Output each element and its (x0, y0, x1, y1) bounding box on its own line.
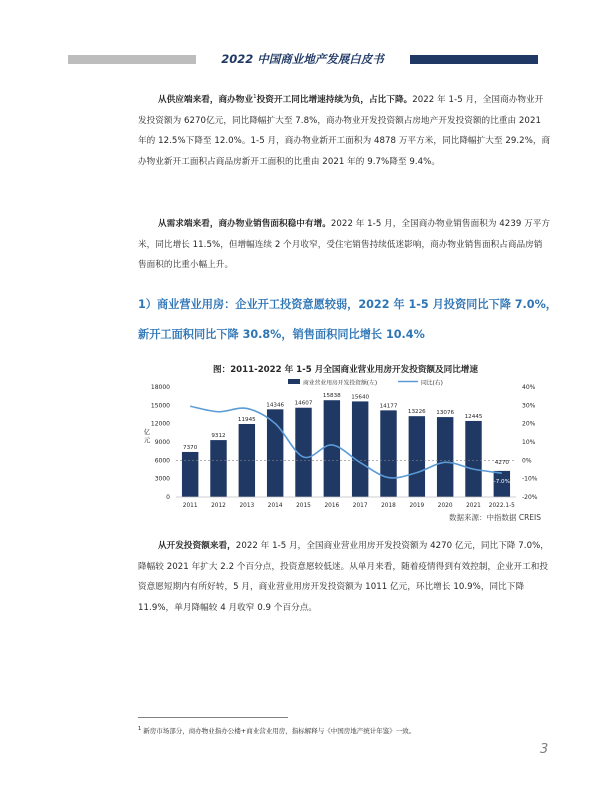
bar-value-label: 14346 (266, 402, 285, 409)
bar-value-label: 13226 (407, 409, 426, 416)
left-axis-tick: 12000 (150, 420, 170, 428)
bar (324, 400, 340, 497)
left-axis-tick: 0 (166, 494, 170, 501)
x-axis-tick: 2021 (466, 503, 481, 509)
paragraph-demand-lead: 从需求端来看，商办物业销售面积稳中有增。 (158, 219, 331, 229)
yoy-line (190, 406, 502, 478)
investment-chart (138, 377, 553, 513)
bar (437, 417, 453, 497)
paragraph-investment (138, 536, 551, 618)
bar (465, 421, 481, 497)
x-axis-tick: 2013 (239, 503, 255, 509)
paragraph-demand-body: 2022 年 1-5 月，全国商办物业销售面积为 4239 万平方米，同比增长 11.5%，但增幅连续 2 个月收窄，受住宅销售持续低迷影响，商办物业销售面积占商品房销售面积的比重小幅上升。 (138, 219, 551, 271)
bar-value-label: 11945 (237, 417, 256, 424)
left-axis-tick: 6000 (154, 457, 170, 465)
bar-value-label: 12445 (464, 413, 483, 420)
left-axis-tick: 3000 (154, 475, 170, 483)
chart-title: 图：2011-2022 年 1-5 月全国商业营业用房开发投资额及同比增速 (213, 365, 478, 375)
bar (210, 440, 226, 497)
left-axis-tick: 15000 (150, 402, 170, 410)
left-axis-label: 元 (143, 436, 151, 444)
right-axis-tick: 20% (522, 420, 536, 428)
header-bar-left (68, 55, 196, 64)
bar-value-label: 14177 (379, 403, 398, 410)
bar (380, 410, 396, 497)
page-number: 3 (540, 742, 549, 757)
x-axis-tick: 2022.1-5 (488, 503, 515, 509)
paragraph-investment-lead: 从开发投资额来看， (158, 541, 236, 551)
paragraph-demand (138, 214, 551, 276)
footnote-divider (138, 717, 288, 718)
bar-value-label: 13076 (436, 410, 455, 417)
x-axis-tick: 2011 (182, 503, 198, 509)
x-axis-tick: 2019 (409, 503, 425, 509)
x-axis-tick: 2012 (211, 503, 226, 509)
paragraph-supply (138, 90, 551, 172)
bar (352, 401, 368, 497)
bar-value-label: 4270 (494, 459, 509, 466)
legend-swatch-investment (288, 379, 300, 384)
right-axis-tick: 0% (522, 457, 532, 465)
bar (182, 452, 198, 497)
legend-label-investment: 商业营业用房开发投资额(左) (303, 380, 378, 387)
bar-value-label: 15640 (351, 394, 370, 401)
paragraph-investment-body: 2022 年 1-5 月，全国商业营业用房开发投资额为 4270 亿元，同比下降 7.0%，降幅较 2021 年扩大 2.2 个百分点，投资意愿较低迷。从单月来看，随着疫情得到有效控制，企业开工和投资意愿短期内有所好转，5 月，商业营业用房开发投资额为 1011 亿元，环比增长 10.9%，同比下降 11.9%，单月降幅较 4 月收窄 0.9 个百分点。 (138, 541, 549, 613)
left-axis-tick: 18000 (150, 384, 170, 391)
paragraph-supply-body: 2022 年 1-5 月，全国商办物业开发投资额为 6270亿元，同比降幅扩大至 7.8%，商办物业开发投资额占房地产开发投资额的比重由 2021 年的 12.5%下降至 12.0%。1-5 月，商办物业新开工面积为 4878 万平方米，同比降幅扩大至 29.2%，商办物业新开工面积占商品房新开工面积的比重由 2021 年的 9.7%降至 9.4%。 (138, 95, 551, 167)
bar (409, 416, 425, 497)
right-axis-tick: -10% (522, 475, 538, 483)
right-axis-tick: 40% (522, 384, 536, 391)
footnote (138, 726, 415, 735)
footnote-ref: 1 (253, 94, 257, 101)
bar-value-label: 14607 (294, 400, 313, 407)
section-heading-line-2: 新开工面积同比下降 30.8%，销售面积同比增长 10.4% (138, 328, 425, 341)
section-heading-line-1: 1）商业营业用房：企业开工投资意愿较弱，2022 年 1-5 月投资同比下降 7.0%， (138, 298, 557, 311)
x-axis-tick: 2015 (296, 503, 311, 509)
x-axis-tick: 2014 (267, 503, 283, 509)
footnote-mark: 1 (138, 725, 142, 732)
left-axis-tick: 9000 (154, 439, 170, 446)
left-axis-label: 亿 (143, 428, 151, 436)
paragraph-supply-lead-2: 投资开工同比增速持续为负，占比下降。 (256, 95, 413, 105)
chart-source: 数据来源：中指数据 CREIS (448, 513, 541, 522)
right-axis-tick: -20% (522, 494, 538, 501)
paragraph-supply-lead: 从供应端来看，商办物业 (158, 95, 254, 105)
footnote-text: 新房市场部分，商办物业指办公楼+商业营业用房，指标解释与《中国房地产统计年鉴》一致。 (143, 727, 416, 735)
bar-value-label: 15838 (322, 393, 341, 400)
x-axis-tick: 2018 (381, 503, 396, 509)
legend-label-yoy: 同比(右) (421, 380, 443, 387)
right-axis-tick: 10% (522, 439, 536, 446)
header-bar-right (410, 55, 538, 64)
x-axis-tick: 2016 (324, 503, 340, 509)
yoy-end-label: -7.0% (493, 479, 510, 486)
bar-value-label: 7370 (183, 444, 198, 451)
header-title: 2022 中国商业地产发展白皮书 (221, 52, 384, 66)
right-axis-tick: 30% (522, 402, 536, 410)
x-axis-tick: 2017 (352, 503, 368, 509)
bar-value-label: 9312 (211, 433, 226, 440)
x-axis-tick: 2020 (437, 503, 453, 509)
